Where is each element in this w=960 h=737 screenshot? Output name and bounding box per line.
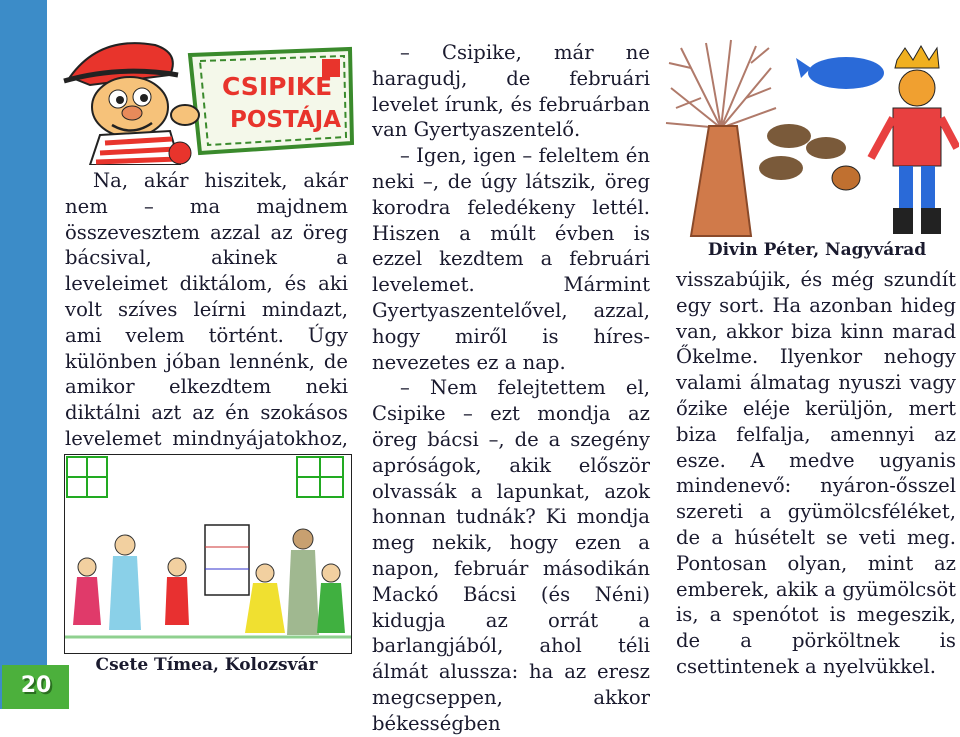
blue-bird [808, 57, 884, 89]
child-figure [317, 564, 345, 633]
csipike-postaja-logo [60, 35, 355, 165]
page-number: 20 [20, 673, 52, 698]
column2-paragraph-3: – Nem felejtettem el, Csipike – ezt mondja az öreg bácsi –, de a szegény apróságok, akik először olvassák a lapunkat, azok honnan tudnák? Ki mondja meg nekik, hogy ezen a napon, február másodikán Mackó Bácsi (és Néni) kidugja az orrát a barlangjából, ahol téli álmát alussza: ha az eresz megcseppen, akkor békességben [372, 376, 650, 735]
drawing2-caption: Divin Péter, Nagyvárad [707, 240, 927, 260]
children-drawing [64, 454, 352, 654]
column3-paragraph: visszabújik, és még szundít egy sort. Ha azonban hideg van, akkor biza kinn marad Őkelme. Ilyenkor nehogy valami álmatag nyuszi vagy őzike eléje kerüljön, mert biza felfalja, amennyi az esze. A medve ugyanis mindenevő: nyáron-ősszel szereti a gyümölcsféléket, de a húsételt se veti meg. Pontosan olyan, mint az emberek, akik a gyümölcsöt is, a spenótot is megeszik, de a pörköltnek is csettintenek a nyelvükkel. [676, 268, 956, 678]
tree-trunk [691, 126, 751, 236]
article-column-2 [372, 40, 650, 737]
column2-paragraph-1: – Csipike, már ne haragudj, de februári levelet írunk, és februárban van Gyertyaszentelő. [372, 41, 650, 142]
side-color-strip [0, 0, 47, 709]
child-figure [245, 564, 285, 633]
child-figure [287, 529, 319, 635]
basket [832, 166, 860, 190]
drawing1-caption: Csete Tímea, Kolozsvár [95, 655, 318, 675]
article-column-3 [676, 267, 956, 680]
child-figure [109, 535, 141, 630]
animal [767, 124, 811, 148]
tree-and-king-drawing [661, 38, 959, 238]
logo-title-line1: CSIPIKE [222, 72, 333, 101]
column2-paragraph-2: – Igen, igen – feleltem én neki –, de úgy látszik, öreg korodra feledékeny lettél. Hiszen a múlt évben is ezzel kezdtem a februári levelemet. Mármint Gyertyaszentelővel, azzal, hogy miről is híres-nevezetes ez a nap. [372, 144, 650, 374]
tree-branches [666, 40, 776, 128]
children-drawing-art [65, 455, 351, 653]
logo-title-line2: POSTÁJA [230, 107, 342, 133]
animal [759, 156, 803, 180]
article-column-1 [65, 168, 348, 478]
animal [806, 137, 846, 159]
child-figure [165, 558, 189, 625]
csipike-illustration [60, 35, 355, 165]
tree-and-king-art [661, 38, 959, 238]
column1-paragraph: Na, akár hiszitek, akár nem – ma majdnem összevesztem azzal az öreg bácsival, akinek a leveleimet diktálom, és aki volt szíves leírni mindazt, ami velem történt. Úgy különben jóban lennénk, de amikor elkezdtem neki diktálni azt az én szokásos levelemet mindnyájatokhoz, [65, 169, 348, 450]
king-figure [871, 46, 957, 234]
child-figure [73, 558, 101, 625]
